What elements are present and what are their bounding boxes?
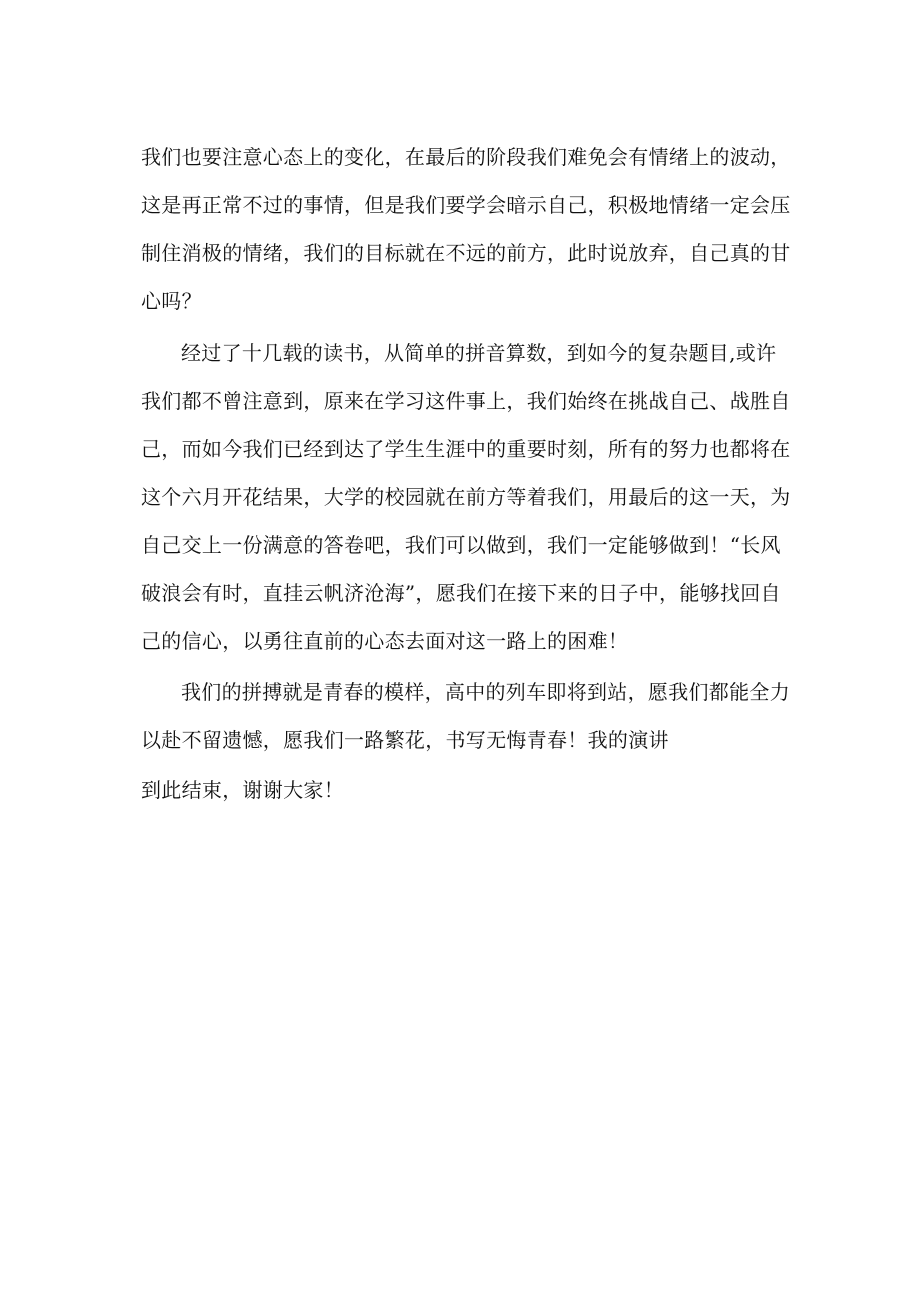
- text-line: 我们也要注意心态上的变化，在最后的阶段我们难免会有情绪上的波动，: [141, 145, 791, 169]
- text-line: 己的信心，以勇往直前的心态去面对这一路上的困难！: [141, 629, 629, 653]
- text-line: 这是再正常不过的事情，但是我们要学会暗示自己，积极地情绪一定会压: [141, 193, 791, 217]
- text-line: 以赴不留遗憾，愿我们一路繁花，书写无悔青春！我的演讲: [141, 728, 669, 752]
- text-line: 这个六月开花结果，大学的校园就在前方等着我们，用最后的这一天，为: [141, 485, 791, 509]
- paragraph-first-line: 我们的拼搏就是青春的模样，高中的列车即将到站，愿我们都能全力: [181, 680, 790, 704]
- text-line: 制住消极的情绪，我们的目标就在不远的前方，此时说放弃，自己真的甘: [141, 241, 791, 265]
- text-line: 自己交上一份满意的答卷吧，我们可以做到，我们一定能够做到！“长风: [141, 533, 781, 557]
- text-line: 到此结束，谢谢大家！: [141, 778, 344, 802]
- paragraph-first-line: 经过了十几载的读书，从简单的拼音算数，到如今的复杂题目,或许: [181, 341, 777, 365]
- text-line: 我们都不曾注意到，原来在学习这件事上，我们始终在挑战自己、战胜自: [141, 389, 791, 413]
- text-line: 心吗？: [141, 289, 202, 313]
- text-line: 己，而如今我们已经到达了学生生涯中的重要时刻，所有的努力也都将在: [141, 437, 791, 461]
- text-line: 破浪会有时，直挂云帆济沧海”，愿我们在接下来的日子中，能够找回自: [141, 581, 781, 605]
